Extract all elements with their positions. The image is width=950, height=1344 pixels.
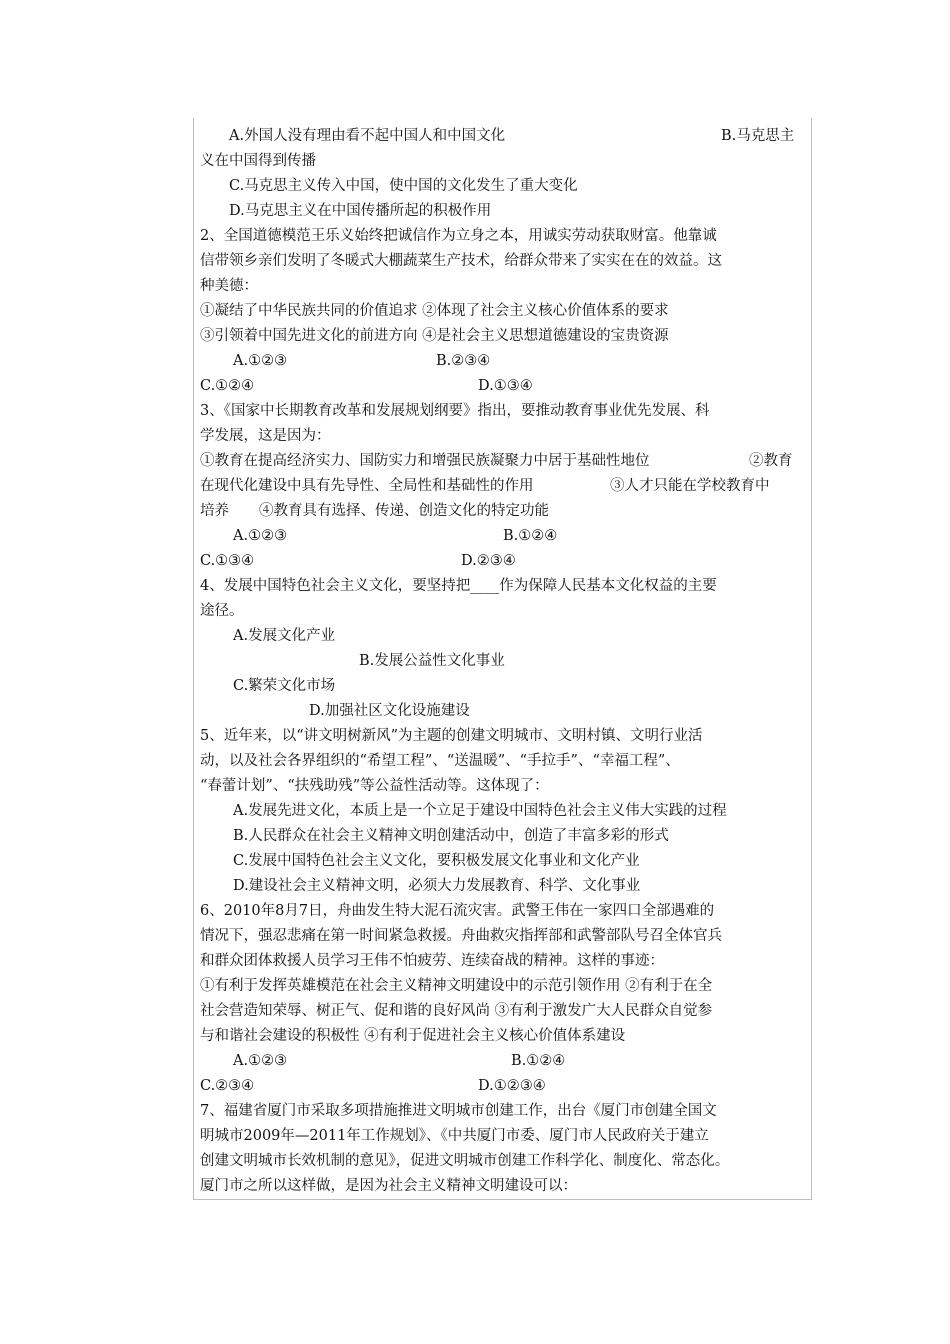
option-d-text: D.①③④ (478, 378, 533, 394)
option-d-text: D.马克思主义在中国传播所起的积极作用 (229, 203, 492, 219)
statement-text: ③引领着中国先进文化的前进方向 ④是社会主义思想道德建设的宝贵资源 (200, 328, 669, 344)
option-b-text: B.②③④ (436, 353, 491, 369)
line-text: 7、福建省厦门市采取多项措施推进文明城市创建工作，出台《厦门市创建全国文 (200, 1103, 717, 1119)
option-b-text: B.①②④ (511, 1053, 566, 1069)
statement-text: ④教育具有选择、传递、创造文化的特定功能 (259, 503, 549, 519)
option-a-text: A.①②③ (233, 1053, 288, 1069)
line-text: 情况下，强忍悲痛在第一时间紧急救援。舟曲救灾指挥部和武警部队号召全体官兵 (200, 928, 722, 944)
line-text: 3、《国家中长期教育改革和发展规划纲要》指出，要推动教育事业优先发展、科 (200, 403, 710, 419)
line-text: 义在中国得到传播 (200, 153, 316, 169)
option-a-text: A.外国人没有理由看不起中国人和中国文化 (229, 128, 506, 144)
option-c-text: C.马克思主义传入中国，使中国的文化发生了重大变化 (229, 178, 578, 194)
statement-text: 与和谐社会建设的积极性 ④有利于促进社会主义核心价值体系建设 (200, 1028, 626, 1044)
option-d-text: D.加强社区文化设施建设 (309, 703, 470, 719)
line-text: 创建文明城市长效机制的意见》，促进文明城市创建工作科学化、制度化、常态化。 (200, 1153, 730, 1169)
option-b-text: B.马克思主 (721, 128, 795, 144)
line-text: 5、近年来，以“讲文明树新风”为主题的创建文明城市、文明村镇、文明行业活 (200, 728, 703, 744)
statement-text: 社会营造知荣辱、树正气、促和谐的良好风尚 ③有利于激发广大人民群众自觉参 (200, 1003, 713, 1019)
line-text: 明城市2009年—2011年工作规划》、《中共厦门市委、厦门市人民政府关于建立 (200, 1128, 709, 1144)
line-text: 和群众团体救援人员学习王伟不怕疲劳、连续奋战的精神。这样的事迹： (200, 953, 664, 969)
statement-text: ③人才只能在学校教育中 (610, 478, 770, 494)
statement-text: 在现代化建设中具有先导性、全局性和基础性的作用 (200, 478, 534, 494)
option-c-text: C.①③④ (200, 553, 255, 569)
option-b-text: B.发展公益性文化事业 (359, 653, 505, 669)
statement-text: ②教育 (749, 453, 793, 469)
line-text: 学发展，这是因为： (200, 428, 331, 444)
line-text: 种美德： (200, 278, 258, 294)
option-c-text: C.发展中国特色社会主义文化，要积极发展文化事业和文化产业 (233, 853, 640, 869)
statement-text: ①教育在提高经济实力、国防实力和增强民族凝聚力中居于基础性地位 (200, 453, 650, 469)
option-b-text: B.人民群众在社会主义精神文明创建活动中，创造了丰富多彩的形式 (233, 828, 669, 844)
line-text: 信带领乡亲们发明了冬暖式大棚蔬菜生产技术，给群众带来了实实在在的效益。这 (200, 253, 722, 269)
option-c-text: C.①②④ (200, 378, 255, 394)
option-b-text: B.①②④ (503, 528, 558, 544)
line-text: 厦门市之所以这样做，是因为社会主义精神文明建设可以： (200, 1178, 577, 1194)
option-a-text: A.①②③ (233, 353, 288, 369)
option-c-text: C.繁荣文化市场 (233, 678, 336, 694)
line-text: 6、2010年8月7日，舟曲发生特大泥石流灾害。武警王伟在一家四口全部遇难的 (200, 903, 715, 919)
option-c-text: C.②③④ (200, 1078, 255, 1094)
line-text: 2、全国道德模范王乐义始终把诚信作为立身之本，用诚实劳动获取财富。他靠诚 (200, 228, 717, 244)
statement-text: ①凝结了中华民族共同的价值追求 ②体现了社会主义核心价值体系的要求 (200, 303, 669, 319)
option-d-text: D.①②③④ (478, 1078, 546, 1094)
option-d-text: D.②③④ (461, 553, 516, 569)
option-d-text: D.建设社会主义精神文明，必须大力发展教育、科学、文化事业 (233, 878, 641, 894)
line-text: 途径。 (200, 603, 244, 619)
option-a-text: A.发展先进文化，本质上是一个立足于建设中国特色社会主义伟大实践的过程 (233, 803, 727, 819)
line-text: 动，以及社会各界组织的“希望工程”、“送温暖”、“手拉手”、“幸福工程”、 (200, 753, 680, 769)
option-a-text: A.①②③ (233, 528, 288, 544)
statement-text: 培养 (200, 503, 229, 519)
line-text: “春蕾计划”、“扶残助残”等公益性活动等。这体现了： (200, 778, 549, 794)
option-a-text: A.发展文化产业 (233, 628, 336, 644)
line-text: 4、发展中国特色社会主义文化，要坚持把____作为保障人民基本文化权益的主要 (200, 578, 717, 594)
statement-text: ①有利于发挥英雄模范在社会主义精神文明建设中的示范引领作用 ②有利于在全 (200, 978, 713, 994)
